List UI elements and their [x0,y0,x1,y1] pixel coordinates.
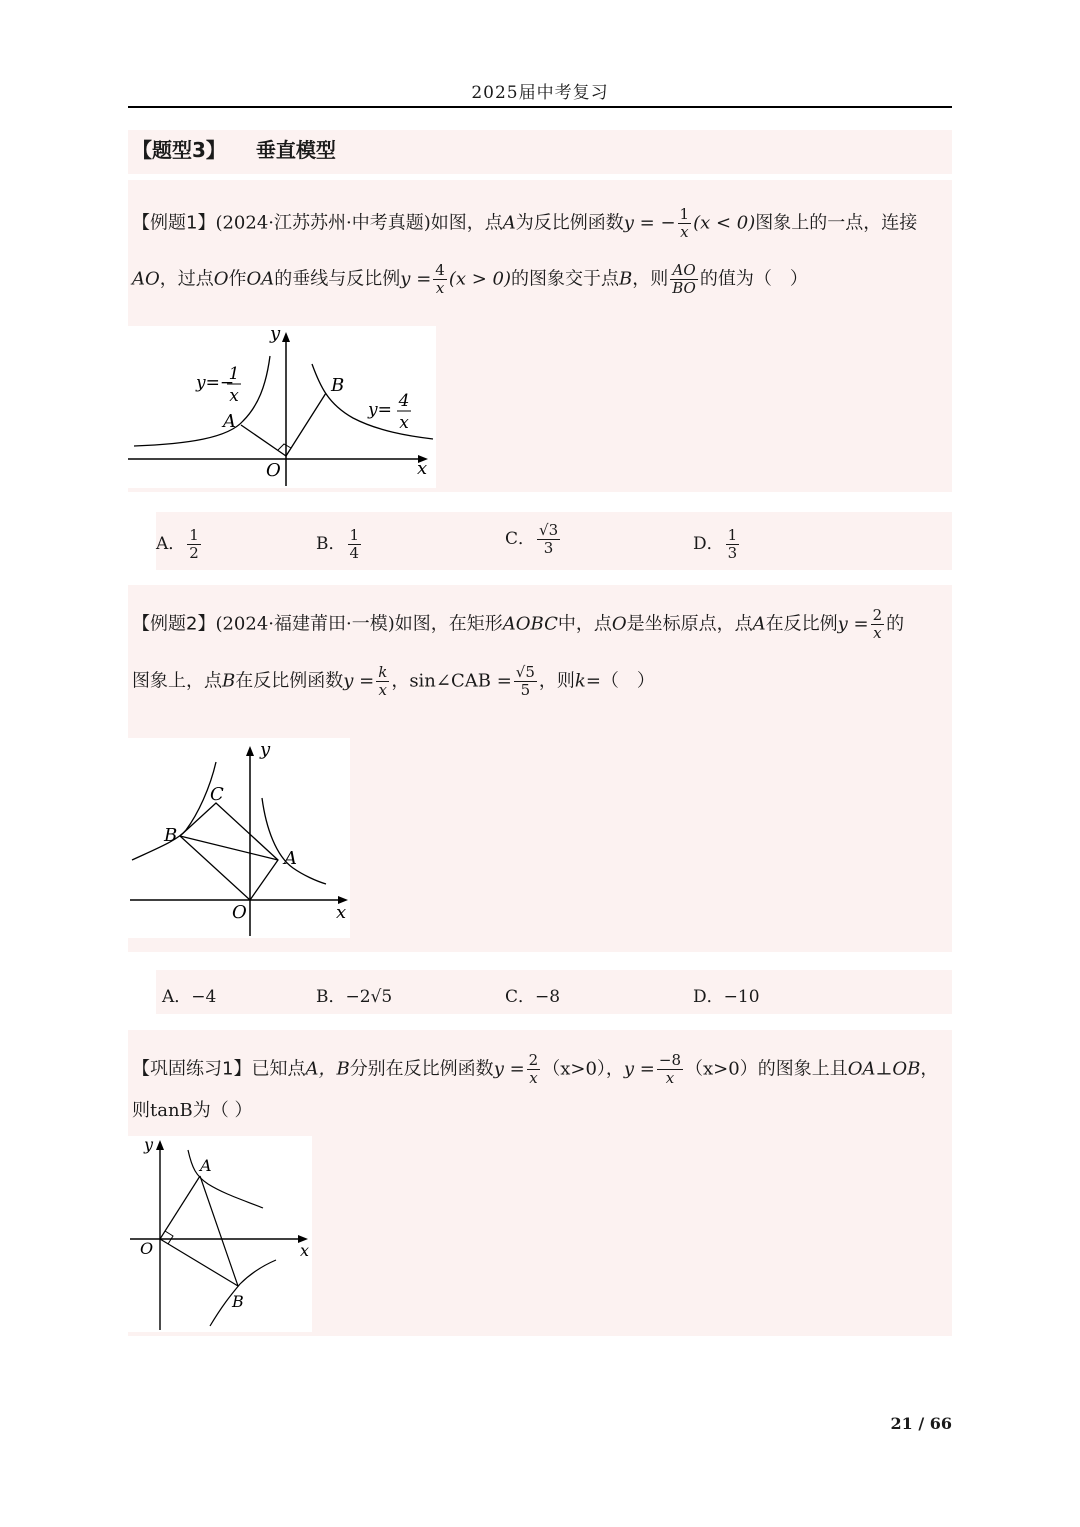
option-value: −4 [191,987,217,1007]
example2-option-a[interactable] [162,982,216,1007]
label-x: x [336,902,347,923]
denominator: x [665,1069,675,1087]
practice1-figure [128,1136,312,1332]
denominator: x [378,681,387,699]
numerator: √3 [539,521,559,539]
curve-right-num: 4 [398,391,410,411]
numerator: 1 [189,526,199,544]
formula: y = [493,1058,525,1080]
fraction [433,262,447,297]
text: 分别在反比例函数 [349,1058,494,1080]
header-rule [128,106,952,108]
numerator: 1 [679,205,690,223]
point-label: B [619,268,633,290]
curve-right-label: y= [368,400,392,420]
example2-figure [128,738,350,938]
numerator: AO [670,262,698,280]
text: 作 [228,268,247,290]
example1-line2 [132,262,808,297]
formula: y = [343,670,375,692]
sine-formula: sin∠CAB = [409,670,512,692]
label-B: B [331,375,345,396]
document-header: 2025届中考复习 [471,83,609,103]
curve-left [134,356,270,446]
section-bracket: 【题型3】 [132,138,226,162]
example1-source: (2024·江苏苏州·中考真题) [215,212,431,234]
denominator: 4 [349,544,360,562]
point-label: A [752,613,766,635]
condition: （x>0） [685,1058,758,1080]
option-value: −8 [535,987,561,1007]
text: 如图，点 [430,212,503,234]
label-y: y [260,739,271,760]
label-x: x [300,1241,310,1260]
example1-tag: 【例题1】 [132,212,216,234]
text: 的垂线与反比例 [274,268,401,290]
example2-option-d[interactable] [693,982,760,1007]
denominator: BO [672,279,696,297]
y-axis-arrow [246,746,254,756]
label-B: B [164,825,178,846]
numerator: k [378,663,388,681]
option-value: −2√5 [345,987,393,1007]
denominator: x [873,624,882,642]
label-x: x [417,458,428,479]
denominator: x [435,279,445,297]
label-B: B [232,1292,244,1311]
y-axis-arrow [156,1140,164,1150]
numerator: 2 [528,1051,539,1069]
segment-label: AO [132,268,160,290]
curve-A [262,798,326,884]
segment-OA [160,1176,200,1239]
label-A: A [200,1156,212,1175]
segment-OB [160,1239,238,1286]
example2-line1 [132,607,904,642]
denominator: 3 [543,539,554,557]
fraction [678,206,692,241]
curve-left-den: x [229,386,239,406]
text: ，则 [632,268,669,290]
fraction [527,1052,541,1087]
variable-k: k [574,670,586,692]
text: =（ ） [585,670,655,692]
option-value: −10 [723,987,760,1007]
formula: y = − [623,212,676,234]
denominator: x [529,1069,538,1087]
fraction [871,607,885,642]
option-label: A． [162,987,192,1007]
text: 则 [132,1100,150,1121]
example1-option-a[interactable] [156,527,203,562]
label-O: O [140,1239,154,1258]
segment-BO [286,393,326,456]
example2-option-c[interactable] [505,982,560,1007]
example2-line2 [132,664,655,699]
fraction [657,1052,683,1087]
condition: (x < 0) [693,212,756,234]
text: 是坐标原点，点 [626,613,753,635]
numerator: 2 [872,606,883,624]
right-angle-mark [278,444,291,450]
rectangle-label: AOBC [502,613,558,635]
example2-source: (2024·福建莆田·一模) [215,613,395,635]
practice1-tag: 【巩固练习1】 [132,1058,252,1080]
formula: y = [837,613,869,635]
tan-expression: tanB [150,1100,193,1121]
text: 图象上，点 [132,670,222,692]
numerator: √5 [515,663,535,681]
label-y: y [270,326,281,344]
option-fraction [348,527,362,562]
segment-AB [200,1176,238,1286]
option-label: C． [505,529,536,549]
text: 已知点 [251,1058,306,1080]
condition: (x > 0) [448,268,512,290]
example1-line1 [132,206,917,241]
denominator: 3 [727,544,738,562]
numerator: 4 [435,261,445,279]
segment-label: OA [246,268,275,290]
text: 的值为（ ） [699,268,808,290]
text: ， [920,1058,939,1080]
point-label: B [222,670,236,692]
point-label: O [611,613,627,635]
example1-option-c[interactable] [505,522,562,557]
option-label: C． [505,987,536,1007]
text: 在反比例函数 [235,670,344,692]
label-O: O [232,902,247,923]
numerator: 1 [349,526,360,544]
numerator: 1 [727,526,738,544]
text: 图象上的一点，连接 [755,212,918,234]
text: 在反比例 [765,613,838,635]
label-A: A [284,848,297,869]
option-fraction [726,527,740,562]
formula: y = [400,268,432,290]
label-C: C [210,784,224,805]
label-y: y [144,1136,154,1154]
text: 的图象上且 [757,1058,848,1080]
fraction [376,664,389,699]
option-fraction [187,527,201,562]
denominator: x [680,223,689,241]
text: 如图，在矩形 [394,613,503,635]
example1-figure [128,326,436,488]
curve-left-label: y=− [196,373,235,393]
option-label: D． [693,534,724,554]
perpendicular-statement: OA⊥OB [847,1058,921,1080]
label-O: O [266,460,281,481]
example2-option-b[interactable] [316,982,392,1007]
page-number: 21 / 66 [890,1414,952,1433]
numerator: −8 [658,1051,682,1069]
curve-left-num: 1 [228,364,240,384]
text: 的图象交于点 [511,268,620,290]
curve-right-den: x [399,413,409,433]
option-fraction [537,522,560,557]
text: ，过点 [159,268,214,290]
example2-tag: 【例题2】 [132,613,216,635]
section-title [132,134,336,163]
condition: （x>0）， [542,1058,624,1080]
text: ， [391,670,410,692]
practice1-line1 [132,1052,938,1087]
text: 为（ ） [192,1100,253,1121]
point-label: O [213,268,229,290]
segment-AO [241,425,286,456]
label-A: A [223,411,236,432]
point-labels: A，B [305,1058,350,1080]
example1-option-b[interactable] [316,527,363,562]
option-label: B． [316,534,346,554]
y-axis-arrow [282,332,290,342]
text: ，则 [538,670,575,692]
ratio-fraction [670,262,698,297]
fraction [514,664,537,699]
text: 中，点 [557,613,612,635]
denominator: 2 [189,544,199,562]
example1-option-d[interactable] [693,527,741,562]
practice1-line2 [132,1101,253,1121]
text: 为反比例函数 [515,212,624,234]
section-name: 垂直模型 [255,138,336,162]
denominator: 5 [520,681,531,699]
option-label: A． [156,534,186,554]
point-label: A [502,212,516,234]
diagonal-AB [180,836,278,860]
option-label: D． [693,987,724,1007]
option-label: B． [316,987,346,1007]
text: 的 [886,613,905,635]
formula: y = [623,1058,655,1080]
